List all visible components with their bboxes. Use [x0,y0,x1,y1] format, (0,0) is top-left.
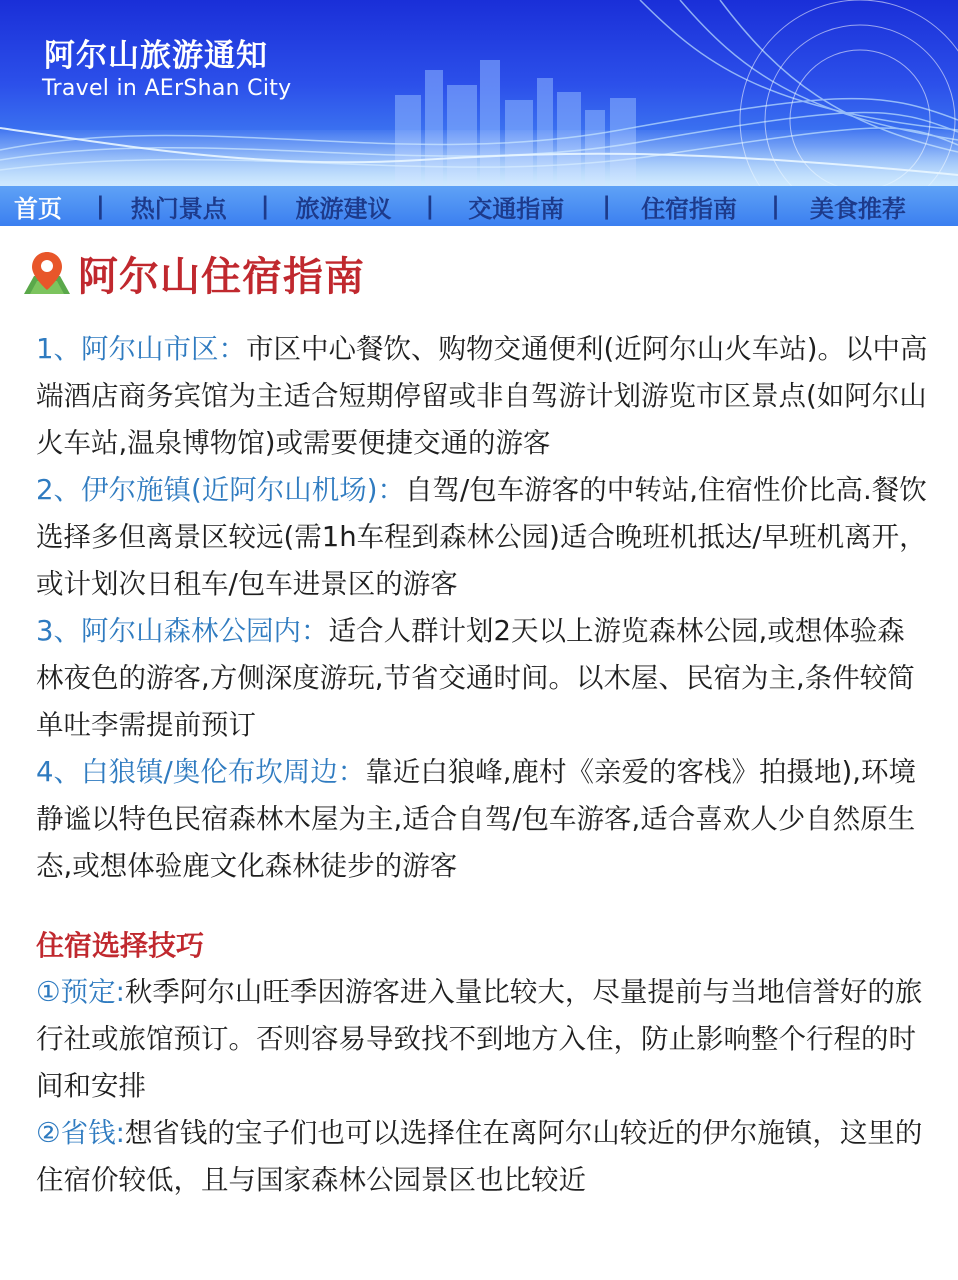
nav-item-home[interactable]: 首页 [14,194,62,223]
nav-separator: | [260,192,270,220]
tip-item [36,969,931,1110]
tip-label: ②省钱: [36,1117,125,1149]
section-label: 4、白狼镇/奥伦布坎周边： [36,756,366,788]
nav-item-attractions[interactable]: 热门景点 [130,194,227,223]
header-banner [0,0,958,188]
site-title: 阿尔山旅游通知 [44,38,268,74]
nav-item-food[interactable]: 美食推荐 [809,194,906,223]
article-content [36,326,931,1204]
section-text: 市区中心餐饮、购物交通便利(近阿尔山火车站)。以中高端酒店商务宾馆为主适合短期停留或非自驾游计划游览市区景点(如阿尔山火车站,温泉博物馆)或需要便捷交通的游客 [36,333,928,459]
lodging-section [36,749,931,890]
nav-item-transport[interactable]: 交通指南 [468,194,565,223]
location-pin-icon [22,250,72,296]
section-label: 1、阿尔山市区： [36,333,246,365]
tips-title: 住宿选择技巧 [36,929,205,962]
nav-item-lodging[interactable]: 住宿指南 [641,194,738,223]
nav-separator: | [96,192,105,220]
nav-separator: | [602,192,612,220]
tip-text: 秋季阿尔山旺季因游客进入量比较大，尽量提前与当地信誉好的旅行社或旅馆预订。否则容易导致找不到地方入住，防止影响整个行程的时间和安排 [36,976,923,1102]
nav-item-travel-tips[interactable]: 旅游建议 [295,194,392,223]
nav-separator: | [425,192,435,220]
section-text: 适合人群计划2天以上游览森林公园,或想体验森林夜色的游客,方侧深度游玩,节省交通时间。以木屋、民宿为主,条件较简单吐李需提前预订 [36,615,915,741]
section-text: 靠近白狼峰,鹿村《亲爱的客栈》拍摄地),环境静谧以特色民宿森林木屋为主,适合自驾/包车游客,适合喜欢人少自然原生态,或想体验鹿文化森林徒步的游客 [36,756,916,882]
tip-text: 想省钱的宝子们也可以选择住在离阿尔山较近的伊尔施镇，这里的住宿价较低，且与国家森林公园景区也比较近 [36,1117,923,1196]
page-heading [22,248,365,298]
section-label: 3、阿尔山森林公园内： [36,615,329,647]
main-nav [0,186,958,226]
site-subtitle: Travel in AErShan City [42,76,292,101]
nav-separator: | [771,192,780,220]
lodging-section [36,326,931,467]
section-text: 自驾/包车游客的中转站,住宿性价比高.餐饮选择多但离景区较远(需1h车程到森林公园)适合晚班机抵达/早班机离开，或计划次日租车/包车进景区的游客 [36,474,927,600]
tip-label: ①预定: [36,976,125,1008]
tip-item [36,1110,931,1204]
lodging-section [36,608,931,749]
page-title: 阿尔山住宿指南 [78,253,365,300]
section-label: 2、伊尔施镇(近阿尔山机场)： [36,474,405,506]
lodging-section [36,467,931,608]
